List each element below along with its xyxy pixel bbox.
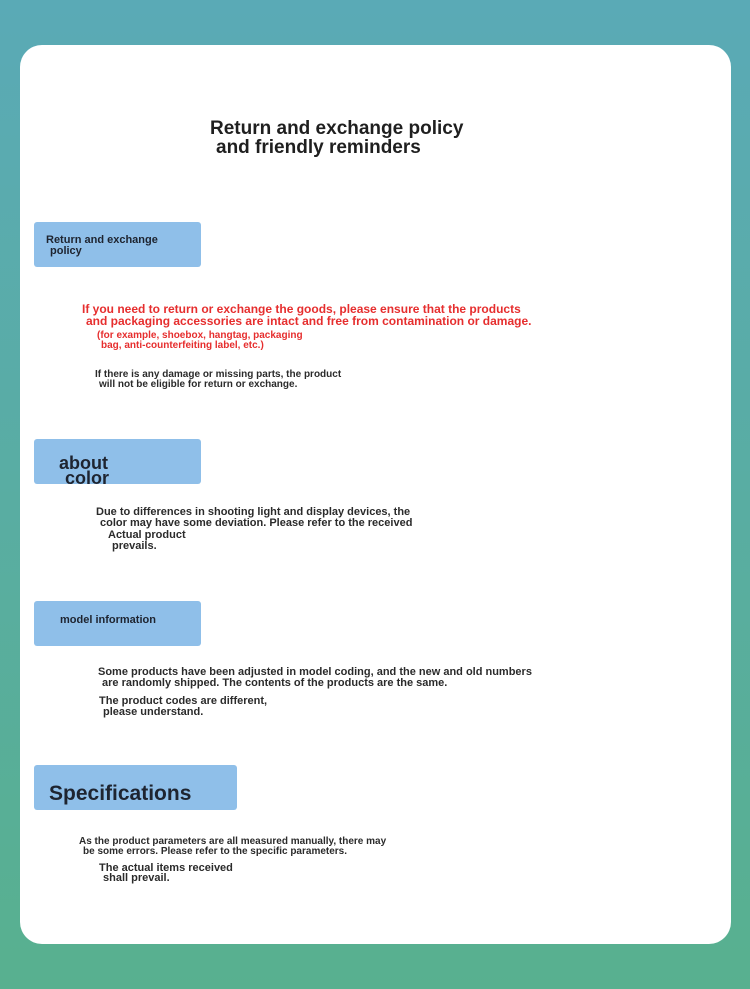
spec-measure-text [79,837,386,857]
color-deviation-text [96,507,412,529]
color-prevails-line2: prevails. [112,540,157,552]
spec-measure-line2: be some errors. Please refer to the specific parameters. [83,846,348,857]
policy-card [20,45,731,944]
page-title-line1: Return and exchange policy [210,118,464,139]
page-title [210,119,463,157]
section-tag-specifications-label: Specifications [49,782,192,805]
return-condition-text [82,303,531,327]
color-deviation-line2: color may have some deviation. Please refer to the received [100,517,413,529]
return-example-text [97,331,303,351]
model-understand-line2: please understand. [103,706,204,718]
color-deviation-line1: Due to differences in shooting light and display devices, the [96,506,411,518]
return-example-line2: bag, anti-counterfeiting label, etc.) [101,340,264,351]
return-condition-line1: If you need to return or exchange the goods, please ensure that the products [82,302,521,316]
spec-measure-line1: As the product parameters are all measured manually, there may [79,836,387,847]
section-tag-model [34,601,201,646]
section-tag-color-line2: color [65,468,110,488]
section-tag-color [34,439,201,488]
return-example-line1: (for example, shoebox, hangtag, packaging [97,330,303,341]
model-coding-text [98,667,532,689]
damage-notice-line2: will not be eligible for return or exchange. [99,379,298,390]
section-tag-color-line1: about [59,453,108,473]
section-tag-policy-line2: policy [50,245,82,257]
color-prevails-text [108,530,186,552]
section-tag-specifications [34,765,237,810]
return-condition-line2: and packaging accessories are intact and free from contamination or damage. [86,314,532,328]
page-title-line2: and friendly reminders [216,137,421,158]
model-understand-text [99,696,267,718]
damage-notice-line1: If there is any damage or missing parts, the product [95,369,342,380]
damage-notice-text [95,370,341,390]
color-prevails-line1: Actual product [108,529,186,541]
section-tag-model-label: model information [60,614,156,626]
section-tag-policy-line1: Return and exchange [46,234,158,246]
section-tag-policy [34,222,201,267]
model-coding-line2: are randomly shipped. The contents of the products are the same. [102,677,448,689]
model-coding-line1: Some products have been adjusted in model coding, and the new and old numbers [98,666,532,678]
spec-prevail-text [99,863,233,883]
spec-prevail-line2: shall prevail. [103,872,170,884]
model-understand-line1: The product codes are different, [99,695,268,707]
spec-prevail-line1: The actual items received [99,862,233,874]
